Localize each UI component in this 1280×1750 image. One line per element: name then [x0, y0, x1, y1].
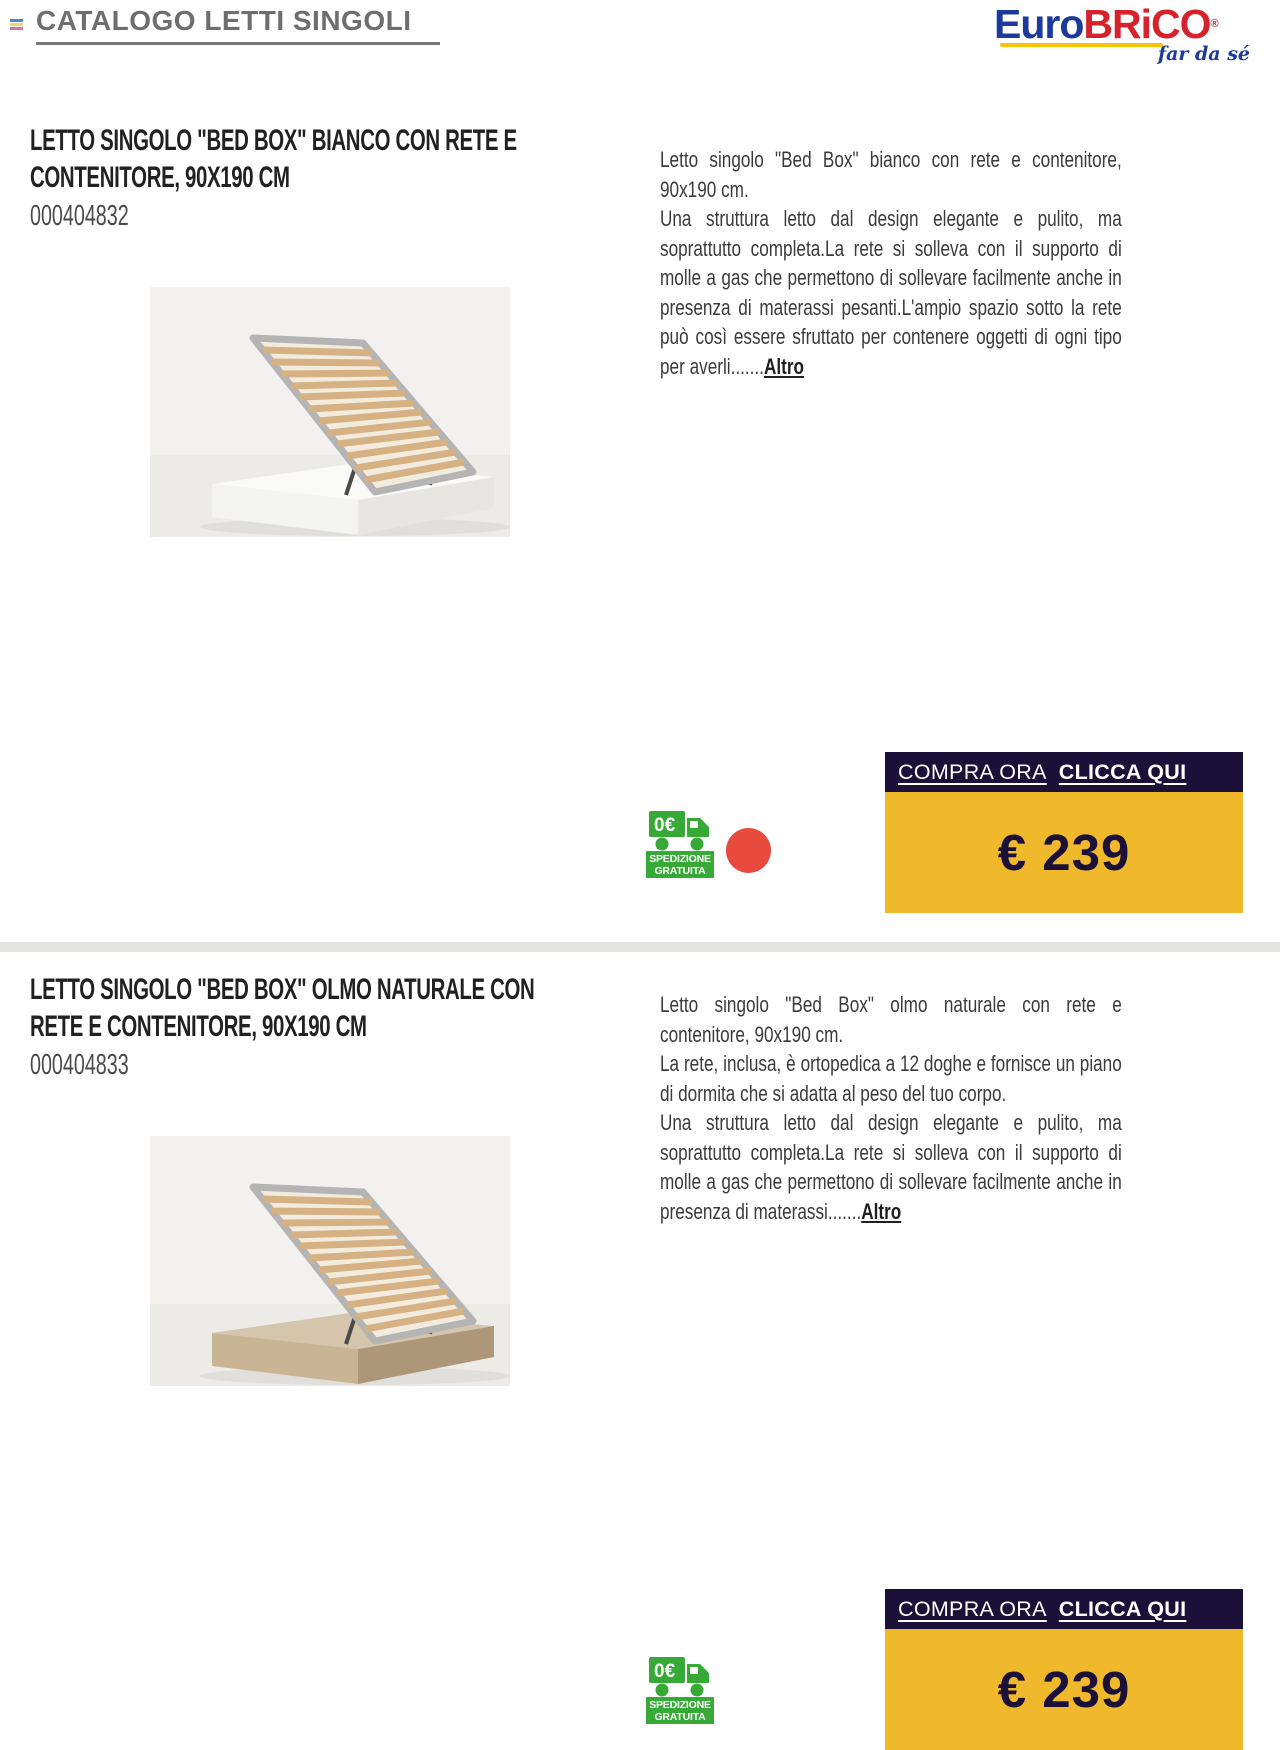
- description-paragraph: Letto singolo "Bed Box" bianco con rete e contenitore, 90x190 cm.: [660, 147, 1122, 202]
- description-paragraph: [660, 204, 1122, 381]
- price-box[interactable]: [885, 792, 1243, 913]
- price-box[interactable]: [885, 1629, 1243, 1750]
- free-shipping-badge: [646, 1697, 714, 1724]
- click-here-label[interactable]: CLICCA QUI: [1058, 1596, 1187, 1621]
- truck-price-label: 0€: [654, 1661, 676, 1682]
- free-shipping-truck-icon: [648, 1652, 712, 1698]
- logo-brico: BRiCO: [1083, 1, 1211, 47]
- description-paragraph: Letto singolo "Bed Box" olmo naturale con rete e contenitore, 90x190 cm.: [660, 992, 1122, 1047]
- description-text: Una struttura letto dal design elegante e pulito, ma soprattutto completa.La rete si solleva con il supporto di molle a gas che permettono di sollevare facilmente anche in presenza di materassi.......: [660, 1110, 1122, 1224]
- buy-now-label[interactable]: COMPRA ORA: [898, 759, 1047, 784]
- more-link[interactable]: Altro: [861, 1198, 902, 1224]
- brand-logo-text: [994, 2, 1250, 46]
- buy-cta-block: [885, 752, 1243, 913]
- buy-now-bar[interactable]: [885, 752, 1243, 792]
- color-stripes-icon: [10, 19, 23, 30]
- more-link[interactable]: Altro: [763, 353, 804, 379]
- free-shipping-line1: SPEDIZIONE: [649, 1699, 711, 1711]
- description-text: Una struttura letto dal design elegante e pulito, ma soprattutto completa.La rete si solleva con il supporto di molle a gas che permettono di sollevare facilmente anche in presenza di materassi pesanti.L'ampio spazio sotto la rete può così essere sfruttato per contenere oggetti di ogni tipo per averli.......: [660, 206, 1122, 379]
- product-title-block: [30, 971, 547, 1085]
- product-image-bed-box-elm: [150, 1136, 510, 1386]
- free-shipping-line1: SPEDIZIONE: [649, 853, 711, 865]
- product-description: [660, 990, 1122, 1226]
- logo-euro: Euro: [994, 1, 1084, 47]
- product-title-block: [30, 122, 547, 236]
- registered-mark: ®: [1210, 18, 1218, 30]
- product-image-bed-box-white: [150, 287, 510, 537]
- red-dot-indicator: [726, 828, 771, 873]
- free-shipping-line2: GRATUITA: [654, 865, 706, 877]
- buy-now-label[interactable]: COMPRA ORA: [898, 1596, 1047, 1621]
- product-code: 000404833: [30, 1049, 129, 1081]
- truck-price-label: 0€: [654, 815, 676, 836]
- free-shipping-line2: GRATUITA: [654, 1711, 706, 1723]
- price-value: € 239: [997, 1661, 1131, 1718]
- description-paragraph: [660, 1108, 1122, 1226]
- buy-now-bar[interactable]: [885, 1589, 1243, 1629]
- product-title: LETTO SINGOLO "BED BOX" BIANCO CON RETE E CONTENITORE, 90X190 CM: [30, 124, 517, 194]
- page-title: CATALOGO LETTI SINGOLI: [36, 3, 440, 45]
- click-here-label[interactable]: CLICCA QUI: [1058, 759, 1187, 784]
- logo-tagline: far da sé: [1157, 43, 1250, 65]
- brand-logo: [994, 2, 1250, 65]
- product-code: 000404832: [30, 200, 129, 232]
- buy-cta-block: [885, 1589, 1243, 1750]
- description-paragraph: La rete, inclusa, è ortopedica a 12 doghe e fornisce un piano di dormita che si adatta al peso del tuo corpo.: [660, 1051, 1122, 1106]
- product-description: [660, 145, 1122, 381]
- free-shipping-truck-icon: [648, 806, 712, 852]
- free-shipping-badge: [646, 851, 714, 878]
- price-value: € 239: [997, 824, 1131, 881]
- section-divider: [0, 942, 1280, 952]
- product-title: LETTO SINGOLO "BED BOX" OLMO NATURALE CON RETE E CONTENITORE, 90X190 CM: [30, 973, 535, 1043]
